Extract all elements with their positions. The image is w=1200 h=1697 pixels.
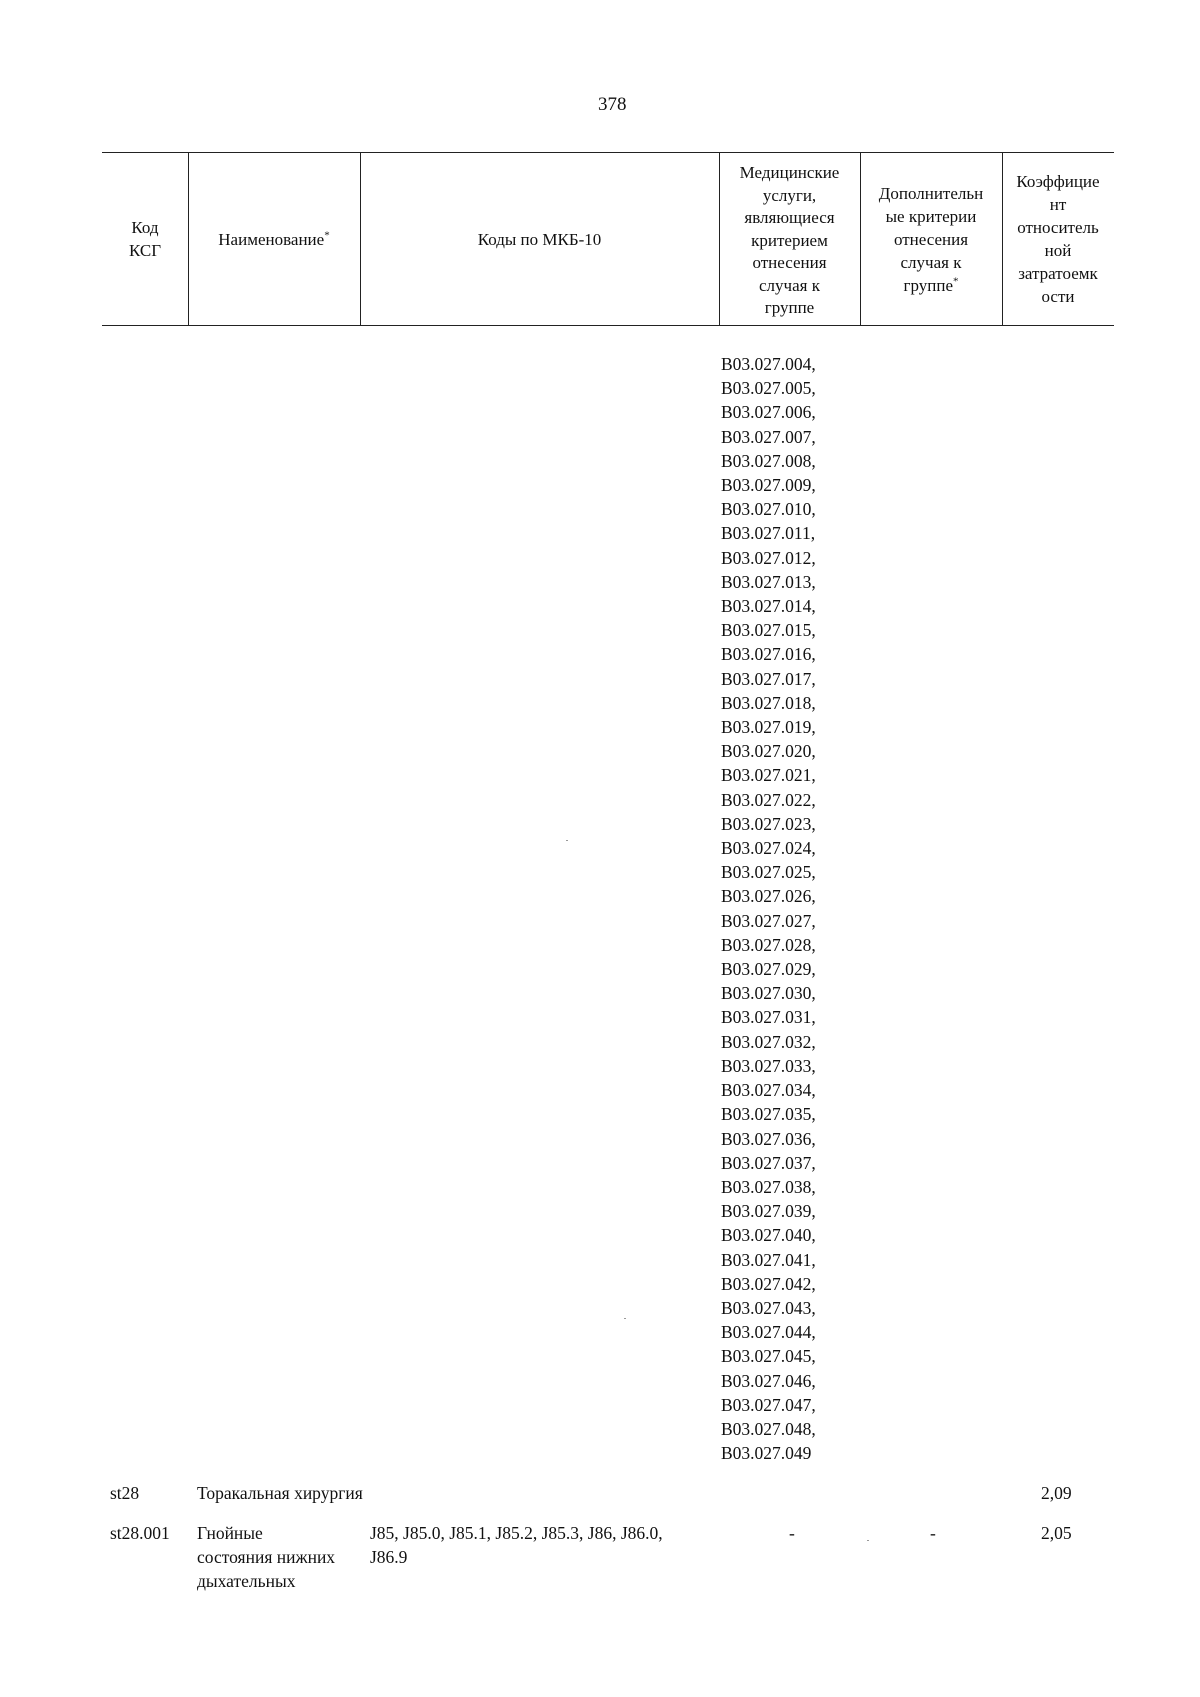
service-code: B03.027.018, [721,692,816,713]
row-code: st28.001 [110,1523,170,1543]
header-coef-line: ости [1041,287,1075,306]
service-code: B03.027.043, [721,1297,816,1318]
row-icd-line: J85, J85.0, J85.1, J85.2, J85.3, J86, J86.0, [370,1523,663,1543]
row-services: - [789,1523,795,1543]
service-code: B03.027.044, [721,1322,816,1343]
service-code: B03.027.020, [721,741,816,762]
page-number-text: 378 [598,94,627,115]
header-extra-footnote-mark: * [953,274,959,287]
header-services-line: случая к [759,275,820,295]
service-code: B03.027.019, [721,717,816,738]
row-icd-line: J86.9 [370,1547,408,1567]
service-code: B03.027.021, [721,765,816,786]
header-name-text: Наименование [218,229,325,249]
header-code-line: Код [131,218,159,237]
row-name-line: дыхательных [197,1571,296,1591]
service-code: B03.027.013, [721,571,816,592]
header-extra-line: отнесения [893,229,969,249]
service-code: B03.027.047, [721,1394,816,1415]
table-header [102,152,1114,326]
service-code: B03.027.040, [721,1225,816,1246]
service-code: B03.027.039, [721,1201,816,1222]
service-code: B03.027.037, [721,1152,816,1173]
service-code: B03.027.041, [721,1249,816,1270]
service-code: B03.027.028, [721,934,816,955]
row-coefficient: 2,09 [1041,1483,1072,1503]
service-code: B03.027.024, [721,838,816,859]
header-coef-line: затратоемк [1018,264,1098,283]
service-code: B03.027.027, [721,910,816,931]
header-services [719,153,860,325]
service-code: B03.027.029, [721,959,816,980]
service-code: B03.027.042, [721,1273,816,1294]
service-code: B03.027.007, [721,426,816,447]
row-code: st28 [110,1483,140,1503]
header-extra-line: Дополнительн [878,183,984,203]
header-name [188,153,360,325]
header-services-line: критерием [751,230,828,250]
service-code: B03.027.015, [721,620,816,641]
service-code: B03.027.012, [721,547,816,568]
scan-speck [624,1318,626,1319]
row-icd-codes [370,1521,663,1569]
service-code: B03.027.033, [721,1055,816,1076]
row-name-line: состояния нижних [197,1547,336,1567]
service-code: B03.027.016, [721,644,816,665]
service-code: B03.027.023, [721,813,816,834]
header-name-footnote-mark: * [324,228,330,241]
header-coef [1002,153,1114,325]
service-code: B03.027.008, [721,450,816,471]
header-extra-line: ые критерии [885,206,977,226]
service-code: B03.027.035, [721,1104,816,1125]
header-extra [860,153,1002,325]
header-extra-line: случая к [900,252,962,272]
header-coef-line: относитель [1017,218,1099,237]
row-extra-criteria: - [930,1523,936,1543]
header-extra-line: группе [903,275,953,295]
service-code: B03.027.010, [721,499,816,520]
service-code: B03.027.031, [721,1007,816,1028]
header-services-line: отнесения [752,253,827,273]
service-code: B03.027.004, [721,354,816,374]
header-code [102,153,188,325]
header-coef-line: нт [1049,195,1067,214]
header-icd [360,153,719,325]
scan-speck [867,1540,869,1541]
header-services-line: Медицинские [739,163,840,183]
header-icd-text: Коды по МКБ-10 [477,229,602,249]
service-codes-list [721,352,816,1465]
service-code: B03.027.014, [721,596,816,617]
service-code: B03.027.045, [721,1346,816,1367]
service-code: B03.027.017, [721,668,816,689]
service-code: B03.027.011, [721,523,816,544]
service-code: B03.027.030, [721,983,816,1004]
header-coef-line: ной [1044,241,1072,260]
row-name [197,1521,335,1593]
header-code-line: КСГ [128,241,162,260]
service-code: B03.027.046, [721,1370,816,1391]
service-code: B03.027.025, [721,862,816,883]
service-code: B03.027.048, [721,1418,816,1439]
header-services-line: услуги, [762,185,817,205]
service-code: B03.027.005, [721,378,816,399]
service-code: B03.027.038, [721,1176,816,1197]
scan-speck [566,840,568,841]
row-name-line: Гнойные [197,1523,263,1543]
service-code: B03.027.032, [721,1031,816,1052]
row-name: Торакальная хирургия [197,1483,363,1503]
service-code: B03.027.034, [721,1080,816,1101]
header-coef-line: Коэффицие [1016,172,1100,191]
service-code: B03.027.006, [721,402,816,423]
header-services-line: являющиеся [744,208,835,228]
service-code: B03.027.036, [721,1128,816,1149]
service-code: B03.027.009, [721,475,816,496]
header-services-line: группе [764,298,815,318]
row-coefficient: 2,05 [1041,1523,1072,1543]
service-code: B03.027.022, [721,789,816,810]
service-code: B03.027.026, [721,886,816,907]
service-code: B03.027.049 [721,1443,812,1464]
